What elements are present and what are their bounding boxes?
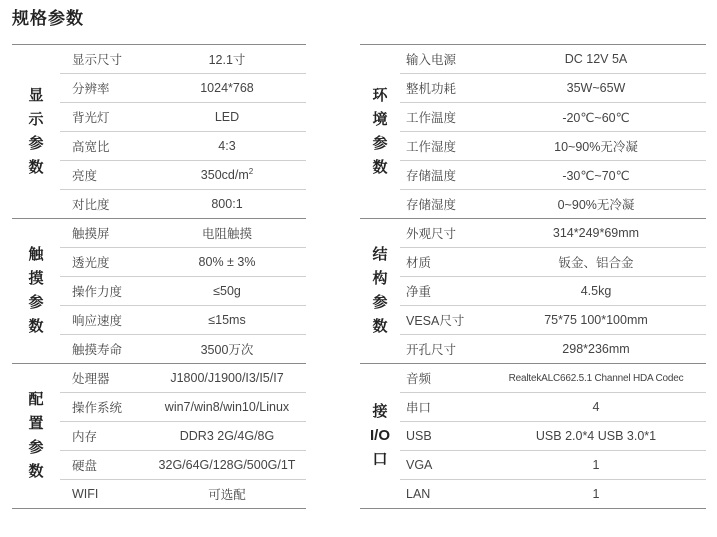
spec-key: 处理器: [72, 372, 110, 386]
spec-key: LAN: [406, 487, 431, 501]
spec-key: 开孔尺寸: [406, 343, 457, 357]
group-title-char: 数: [372, 318, 388, 335]
spec-row: [60, 277, 306, 306]
group-title-char: 口: [372, 451, 388, 468]
spec-table-right: [360, 44, 706, 509]
group-title-char: 环: [372, 86, 388, 104]
group-title-char: 接: [372, 403, 388, 420]
spec-key: 操作力度: [72, 285, 123, 299]
spec-key: 工作湿度: [406, 140, 457, 154]
spec-row: [400, 103, 706, 132]
spec-row: [400, 248, 706, 277]
spec-value: 12.1寸: [208, 53, 246, 67]
group-title-char: 数: [372, 158, 388, 176]
spec-value: 电阻触摸: [201, 227, 252, 241]
spec-value: 1024*768: [200, 81, 254, 95]
group-title-char: 触: [28, 246, 44, 263]
spec-row: [400, 190, 706, 218]
spec-value: 1: [592, 487, 600, 501]
spec-row: [400, 451, 706, 480]
group-title-char: 摸: [28, 270, 44, 287]
spec-row: [400, 393, 706, 422]
spec-value: 314*249*69mm: [552, 226, 640, 240]
brightness-value: 350cd/m: [200, 168, 249, 183]
spec-row: [400, 480, 706, 508]
group-title: [360, 45, 400, 218]
spec-value: LED: [214, 110, 240, 124]
spec-group-environment: [360, 44, 706, 218]
group-title-char: 参: [372, 294, 388, 311]
spec-row: [60, 335, 306, 363]
spec-row: [400, 74, 706, 103]
spec-value: 可选配: [208, 488, 246, 502]
group-title: [360, 364, 400, 508]
superscript: 2: [248, 167, 254, 177]
spec-key: 材质: [406, 256, 432, 270]
group-title: [360, 219, 400, 363]
group-title: [12, 364, 60, 508]
spec-row: [400, 219, 706, 248]
spec-row: [60, 364, 306, 393]
spec-key: 存储温度: [406, 169, 457, 183]
page-title: 规格参数: [12, 9, 84, 28]
spec-key: VGA: [406, 458, 433, 472]
spec-value: USB 2.0*4 USB 3.0*1: [535, 429, 657, 443]
spec-value: 298*236mm: [562, 342, 630, 356]
spec-value: 32G/64G/128G/500G/1T: [158, 458, 296, 472]
spec-key: 输入电源: [406, 53, 457, 67]
group-title: [12, 219, 60, 363]
spec-key: 触摸屏: [72, 227, 110, 241]
group-title-char: 示: [28, 110, 44, 128]
spec-row: [60, 393, 306, 422]
spec-value: 80% ± 3%: [198, 255, 256, 269]
group-title-char: 境: [372, 110, 388, 128]
spec-row: [60, 103, 306, 132]
spec-row: [400, 132, 706, 161]
spec-key: 响应速度: [72, 314, 123, 328]
group-title-char: 数: [28, 318, 44, 335]
spec-row: [60, 45, 306, 74]
spec-key: 操作系统: [72, 401, 123, 415]
spec-key: 净重: [406, 285, 432, 299]
spec-key: 触摸寿命: [72, 343, 123, 357]
spec-value: J1800/J1900/I3/I5/I7: [170, 371, 284, 385]
group-title-char: 结: [372, 246, 388, 263]
spec-value: DDR3 2G/4G/8G: [179, 429, 275, 443]
spec-value: 35W~65W: [566, 81, 626, 95]
spec-key: 显示尺寸: [72, 53, 123, 67]
spec-row: [60, 74, 306, 103]
spec-value: RealtekALC662.5.1 Channel HDA Codec: [508, 372, 684, 384]
spec-key: 内存: [72, 430, 98, 444]
spec-row: [400, 161, 706, 190]
group-title-char: 参: [28, 294, 44, 311]
spec-row: [60, 422, 306, 451]
spec-value: [148, 167, 306, 182]
spec-key: 存储湿度: [406, 198, 457, 212]
spec-value: ≤15ms: [208, 313, 246, 327]
spec-row: [60, 161, 306, 190]
spec-key: 硬盘: [72, 459, 98, 473]
spec-key: 高宽比: [72, 140, 110, 154]
spec-row: [400, 277, 706, 306]
spec-row: [60, 219, 306, 248]
spec-value: 1: [592, 458, 600, 472]
spec-value: 3500万次: [200, 343, 254, 357]
spec-value: 10~90%无冷凝: [554, 140, 638, 154]
spec-value: -20℃~60℃: [562, 110, 630, 125]
spec-row: [400, 335, 706, 363]
spec-row: [60, 248, 306, 277]
spec-row: [400, 364, 706, 393]
spec-group-touch: [12, 218, 306, 363]
spec-value: 钣金、铝合金: [558, 256, 634, 270]
spec-row: [60, 480, 306, 508]
group-title-char: 置: [28, 415, 44, 432]
spec-value: 4.5kg: [580, 284, 612, 298]
spec-value: 800:1: [211, 197, 243, 211]
spec-key: 串口: [406, 401, 432, 415]
spec-key: 分辨率: [72, 82, 110, 96]
spec-key: 亮度: [72, 169, 98, 183]
group-title-char: 参: [28, 439, 44, 456]
spec-key: USB: [406, 429, 432, 443]
spec-row: [60, 451, 306, 480]
group-title-char: 显: [28, 86, 44, 104]
spec-value: 75*75 100*100mm: [544, 313, 648, 327]
group-title-char: 配: [28, 391, 44, 408]
group-title-char: 参: [28, 134, 44, 152]
spec-value: 0~90%无冷凝: [557, 198, 635, 212]
spec-value: -30℃~70℃: [562, 168, 630, 183]
spec-key: WIFI: [72, 487, 99, 501]
spec-group-io: [360, 363, 706, 509]
spec-row: [400, 422, 706, 451]
spec-key: 整机功耗: [406, 82, 457, 96]
group-title-char: 参: [372, 134, 388, 152]
spec-key: 工作温度: [406, 111, 457, 125]
spec-value: 4: [592, 400, 600, 414]
group-title-char: I/O: [369, 427, 390, 444]
spec-row: [400, 45, 706, 74]
spec-row: [60, 132, 306, 161]
spec-value: win7/win8/win10/Linux: [164, 400, 290, 414]
spec-value: DC 12V 5A: [564, 52, 628, 66]
spec-key: 背光灯: [72, 111, 110, 125]
spec-value: ≤50g: [213, 284, 241, 298]
spec-value: 4:3: [218, 139, 236, 153]
spec-group-structure: [360, 218, 706, 363]
spec-key: 透光度: [72, 256, 110, 270]
spec-key: 音频: [406, 372, 432, 386]
spec-key: 外观尺寸: [406, 227, 457, 241]
spec-row: [60, 306, 306, 335]
group-title-char: 数: [28, 158, 44, 176]
spec-row: [400, 306, 706, 335]
group-title-char: 数: [28, 463, 44, 480]
spec-group-display: [12, 44, 306, 218]
spec-row: [60, 190, 306, 218]
group-title: [12, 45, 60, 218]
group-title-char: 构: [372, 270, 388, 287]
spec-group-config: [12, 363, 306, 509]
spec-key: 对比度: [72, 198, 110, 212]
spec-table-left: [12, 44, 306, 509]
spec-key: VESA尺寸: [406, 314, 465, 328]
